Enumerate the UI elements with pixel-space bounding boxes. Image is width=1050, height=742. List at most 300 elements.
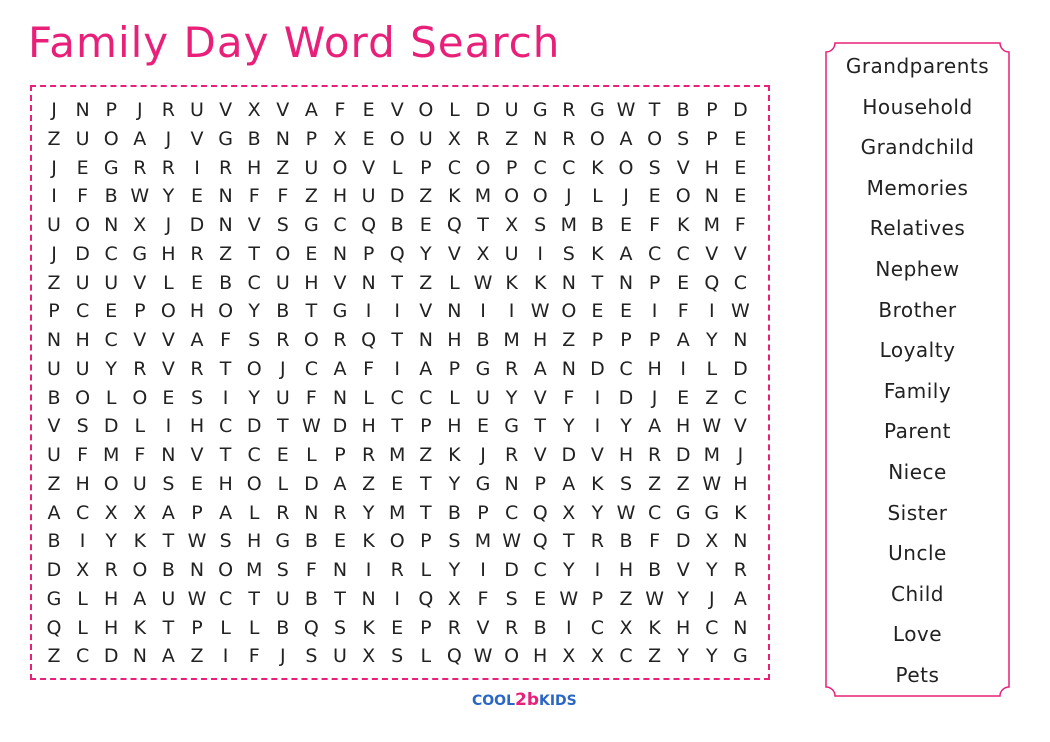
grid-letter: D xyxy=(46,559,62,581)
grid-letter: T xyxy=(648,99,661,121)
grid-letter: I xyxy=(508,300,515,323)
grid-letter: J xyxy=(708,587,715,610)
grid-letter: Z xyxy=(304,185,318,208)
grid-letter: X xyxy=(562,501,576,524)
grid-letter: C xyxy=(247,444,261,466)
grid-letter: J xyxy=(737,444,744,466)
grid-letter: U xyxy=(361,185,376,208)
grid-letter: X xyxy=(447,127,461,150)
grid-letter: G xyxy=(704,501,720,524)
grid-letter: Z xyxy=(676,472,690,495)
grid-letter: R xyxy=(590,530,604,553)
grid-letter: L xyxy=(449,99,460,121)
grid-letter: Z xyxy=(47,127,61,150)
grid-letter: E xyxy=(619,300,632,323)
grid-letter: X xyxy=(362,645,376,668)
grid-letter: N xyxy=(275,127,290,150)
grid-letter: T xyxy=(591,271,604,294)
grid-letter: M xyxy=(703,214,720,236)
grid-letter: B xyxy=(276,616,290,639)
grid-letter: R xyxy=(190,357,204,380)
grid-letter: K xyxy=(591,472,604,495)
grid-letter: U xyxy=(418,127,433,150)
grid-letter: H xyxy=(304,271,319,294)
grid-letter: P xyxy=(48,300,60,323)
grid-letter: I xyxy=(222,645,229,668)
grid-letter: Z xyxy=(648,472,662,495)
grid-letter: T xyxy=(391,415,403,438)
grid-letter: E xyxy=(391,616,404,639)
grid-letter: E xyxy=(734,156,747,179)
grid-letter: T xyxy=(419,501,432,524)
grid-letter: S xyxy=(76,415,89,438)
grid-letter: Y xyxy=(562,559,575,581)
grid-letter: P xyxy=(105,99,117,121)
grid-letter: N xyxy=(132,645,147,668)
grid-letter: K xyxy=(591,156,604,179)
grid-letter: Y xyxy=(591,501,604,524)
grid-letter: Y xyxy=(562,415,575,438)
grid-letter: C xyxy=(104,329,118,351)
grid-letter: U xyxy=(132,472,147,495)
grid-letter: N xyxy=(447,300,462,323)
grid-letter: B xyxy=(390,214,404,236)
grid-letter: L xyxy=(163,271,174,294)
grid-letter: E xyxy=(305,242,318,265)
word-list-item: Brother xyxy=(878,297,957,322)
grid-letter: O xyxy=(675,185,691,208)
grid-letter: K xyxy=(448,444,461,466)
grid-letter: R xyxy=(133,357,147,380)
grid-letter: V xyxy=(705,242,719,265)
grid-letter: C xyxy=(504,501,519,524)
grid-letter: Y xyxy=(448,472,461,495)
grid-letter: O xyxy=(504,645,520,668)
word-list-item: Memories xyxy=(866,175,969,200)
grid-letter: O xyxy=(275,242,291,265)
grid-letter: Y xyxy=(248,386,260,409)
grid-letter: V xyxy=(733,242,747,265)
grid-letter: R xyxy=(504,444,519,466)
grid-letter: X xyxy=(133,501,147,524)
grid-letter: I xyxy=(565,616,572,639)
grid-letter: Z xyxy=(419,271,433,294)
grid-letter: A xyxy=(562,472,576,495)
grid-letter: K xyxy=(133,616,147,639)
grid-letter: O xyxy=(218,300,234,323)
grid-letter: D xyxy=(75,242,90,265)
grid-letter: L xyxy=(449,386,460,409)
grid-letter: C xyxy=(218,415,233,438)
grid-letter: X xyxy=(476,242,490,265)
grid-letter: H xyxy=(104,587,119,610)
grid-letter: R xyxy=(504,616,519,639)
grid-letter: Y xyxy=(162,185,175,208)
grid-letter: N xyxy=(733,616,748,639)
grid-letter: F xyxy=(220,329,232,351)
grid-letter: R xyxy=(562,127,576,150)
grid-letter: O xyxy=(389,530,405,553)
grid-letter: J xyxy=(279,645,286,668)
grid-letter: H xyxy=(75,329,90,351)
grid-letter: L xyxy=(134,415,146,438)
grid-letter: L xyxy=(420,559,432,581)
grid-letter: R xyxy=(647,444,662,466)
grid-letter: V xyxy=(161,329,175,351)
grid-letter: P xyxy=(420,616,432,639)
grid-letter: P xyxy=(620,329,632,351)
grid-letter: Y xyxy=(705,645,718,668)
grid-letter: B xyxy=(304,587,318,610)
grid-letter: O xyxy=(332,156,348,179)
grid-letter: K xyxy=(676,214,690,236)
grid-letter: S xyxy=(448,530,461,553)
grid-letter: H xyxy=(218,472,233,495)
grid-letter: F xyxy=(563,386,575,409)
grid-letter: C xyxy=(533,156,547,179)
grid-letter: C xyxy=(676,242,690,265)
grid-letter: D xyxy=(590,357,605,380)
grid-letter: A xyxy=(676,329,690,351)
grid-letter: E xyxy=(76,156,89,179)
grid-letter: O xyxy=(160,300,176,323)
grid-letter: R xyxy=(333,501,347,524)
grid-letter: D xyxy=(103,415,119,438)
grid-letter: T xyxy=(162,616,175,639)
grid-letter: W xyxy=(559,587,579,610)
grid-letter: V xyxy=(676,156,690,179)
grid-letter: O xyxy=(389,127,405,150)
grid-letter: I xyxy=(222,386,229,409)
grid-letter: B xyxy=(47,530,61,553)
grid-letter: I xyxy=(594,559,601,581)
grid-letter: O xyxy=(561,300,577,323)
grid-letter: I xyxy=(594,415,601,438)
grid-letter: N xyxy=(218,185,233,208)
grid-letter: V xyxy=(590,444,604,466)
grid-letter: C xyxy=(75,300,90,323)
grid-letter: O xyxy=(532,185,548,208)
logo-part-3: KIDS xyxy=(539,693,577,709)
grid-letter: C xyxy=(447,156,462,179)
grid-letter: S xyxy=(505,587,518,610)
grid-letter: L xyxy=(449,271,460,294)
grid-letter: Y xyxy=(505,386,518,409)
grid-letter: T xyxy=(534,415,546,438)
grid-letter: V xyxy=(390,99,404,121)
grid-letter: F xyxy=(305,559,317,581)
grid-letter: G xyxy=(275,530,291,553)
grid-letter: K xyxy=(133,530,147,553)
grid-letter: Z xyxy=(619,587,633,610)
grid-letter: X xyxy=(619,616,633,639)
grid-letter: Z xyxy=(362,472,376,495)
grid-letter: Y xyxy=(105,530,117,553)
grid-letter: S xyxy=(219,530,232,553)
grid-letter: K xyxy=(505,271,518,294)
grid-letter: F xyxy=(305,386,317,409)
grid-letter: P xyxy=(477,501,489,524)
grid-letter: A xyxy=(733,587,747,610)
grid-letter: B xyxy=(247,127,261,150)
grid-letter: J xyxy=(136,99,143,121)
grid-letter: O xyxy=(132,559,148,581)
grid-letter: V xyxy=(333,271,347,294)
grid-letter: M xyxy=(388,501,406,524)
grid-letter: H xyxy=(704,156,719,179)
grid-letter: U xyxy=(275,386,290,409)
grid-letter: A xyxy=(161,501,175,524)
grid-letter: L xyxy=(592,185,603,208)
grid-letter: Y xyxy=(705,559,718,581)
grid-letter: H xyxy=(104,616,119,639)
grid-letter: T xyxy=(248,242,260,265)
word-list-panel xyxy=(825,42,1010,697)
grid-letter: I xyxy=(51,185,57,208)
grid-letter: T xyxy=(562,530,575,553)
grid-letter: W xyxy=(187,530,207,553)
grid-letter: D xyxy=(475,99,491,121)
grid-letter: E xyxy=(190,271,203,294)
grid-letter: L xyxy=(306,444,317,466)
grid-letter: C xyxy=(75,645,90,668)
grid-letter: T xyxy=(219,357,232,380)
grid-letter: N xyxy=(504,472,519,495)
grid-letter: N xyxy=(704,185,719,208)
grid-letter: I xyxy=(365,559,372,581)
grid-letter: O xyxy=(618,156,634,179)
grid-letter: D xyxy=(332,415,348,438)
grid-letter: W xyxy=(730,300,750,323)
grid-letter: P xyxy=(706,99,718,121)
grid-letter: N xyxy=(161,444,176,466)
grid-letter: R xyxy=(276,501,290,524)
grid-letter: J xyxy=(165,127,172,150)
grid-letter: R xyxy=(161,156,175,179)
grid-letter: Y xyxy=(677,645,689,668)
grid-letter: V xyxy=(190,127,204,150)
grid-letter: M xyxy=(503,329,520,351)
grid-letter: W xyxy=(702,472,722,495)
grid-letter: N xyxy=(218,214,233,236)
grid-letter: F xyxy=(134,444,146,466)
grid-letter: O xyxy=(103,127,119,150)
grid-letter: S xyxy=(333,616,347,639)
grid-letter: W xyxy=(130,185,150,208)
grid-letter: O xyxy=(475,156,491,179)
word-list-item: Child xyxy=(891,581,944,606)
grid-letter: M xyxy=(474,185,492,208)
grid-letter: T xyxy=(391,271,403,294)
grid-letter: O xyxy=(246,357,262,380)
grid-letter: G xyxy=(504,415,519,438)
grid-letter: H xyxy=(189,300,205,323)
grid-letter: Y xyxy=(105,357,117,380)
grid-letter: C xyxy=(218,587,233,610)
grid-letter: J xyxy=(165,214,172,236)
grid-letter: Q xyxy=(446,214,462,236)
grid-letter: Q xyxy=(446,645,462,668)
grid-letter: R xyxy=(390,559,404,581)
grid-letter: H xyxy=(161,242,176,265)
grid-letter: C xyxy=(390,386,404,409)
grid-letter: F xyxy=(363,357,375,380)
grid-letter: U xyxy=(47,214,61,236)
grid-letter: H xyxy=(247,156,262,179)
grid-letter: R xyxy=(133,156,147,179)
grid-letter: C xyxy=(647,501,662,524)
grid-letter: X xyxy=(104,501,118,524)
grid-letter: A xyxy=(47,501,61,524)
grid-letter: V xyxy=(533,386,547,409)
grid-letter: I xyxy=(394,300,400,323)
grid-letter: E xyxy=(162,386,175,409)
grid-letter: H xyxy=(533,645,548,668)
grid-letter: E xyxy=(362,99,375,121)
grid-letter: Q xyxy=(532,530,548,553)
grid-letter: V xyxy=(447,242,461,265)
grid-letter: J xyxy=(651,386,658,409)
grid-letter: D xyxy=(189,214,205,236)
grid-letter: D xyxy=(304,472,319,495)
word-list-item: Grandparents xyxy=(845,54,990,78)
grid-letter: U xyxy=(504,99,519,121)
grid-letter: B xyxy=(104,185,118,208)
grid-letter: V xyxy=(161,357,175,380)
grid-letter: Z xyxy=(505,127,519,150)
grid-letter: G xyxy=(532,99,548,121)
grid-letter: N xyxy=(418,329,433,351)
grid-letter: E xyxy=(333,530,346,553)
grid-letter: E xyxy=(391,472,404,495)
grid-letter: F xyxy=(649,530,661,553)
grid-letter: H xyxy=(733,472,748,495)
grid-letter: N xyxy=(733,329,748,351)
grid-letter: V xyxy=(733,415,747,438)
grid-letter: A xyxy=(133,127,147,150)
grid-letter: L xyxy=(420,645,432,668)
grid-letter: B xyxy=(276,300,290,323)
grid-letter: F xyxy=(334,99,346,121)
grid-letter: R xyxy=(190,242,204,265)
grid-letter: W xyxy=(645,587,664,610)
grid-letter: J xyxy=(565,185,572,208)
grid-letter: V xyxy=(247,214,261,236)
grid-letter: F xyxy=(677,300,689,323)
grid-letter: X xyxy=(705,530,719,553)
grid-letter: Z xyxy=(219,242,233,265)
grid-letter: I xyxy=(394,357,400,380)
grid-letter: R xyxy=(218,156,233,179)
grid-letter: W xyxy=(473,645,493,668)
grid-letter: E xyxy=(190,472,203,495)
grid-letter: P xyxy=(334,444,346,466)
grid-letter: F xyxy=(248,645,260,668)
grid-letter: S xyxy=(391,645,404,668)
grid-letter: C xyxy=(247,271,261,294)
grid-letter: B xyxy=(619,530,633,553)
grid-letter: D xyxy=(103,645,119,668)
grid-letter: X xyxy=(505,214,519,236)
grid-letter: N xyxy=(618,271,634,294)
grid-letter: I xyxy=(365,300,372,323)
grid-letter: P xyxy=(420,415,432,438)
grid-letter: P xyxy=(191,501,203,524)
grid-letter: O xyxy=(75,386,91,409)
grid-letter: F xyxy=(277,185,289,208)
grid-letter: I xyxy=(165,415,172,438)
grid-letter: H xyxy=(189,415,205,438)
grid-letter: H xyxy=(676,415,691,438)
grid-letter: I xyxy=(194,156,200,179)
grid-letter: I xyxy=(394,587,400,610)
grid-letter: U xyxy=(75,127,90,150)
grid-letter: D xyxy=(246,415,262,438)
grid-letter: V xyxy=(219,99,233,121)
grid-letter: I xyxy=(680,357,686,380)
grid-letter: R xyxy=(276,329,290,351)
grid-letter: J xyxy=(51,156,57,179)
grid-letter: P xyxy=(648,329,661,351)
grid-letter: K xyxy=(591,242,604,265)
grid-letter: T xyxy=(391,329,403,351)
grid-letter: N xyxy=(361,271,376,294)
grid-letter: E xyxy=(591,300,604,323)
grid-letter: C xyxy=(733,386,748,409)
grid-letter: N xyxy=(332,559,348,581)
grid-letter: G xyxy=(590,99,605,121)
grid-letter: I xyxy=(480,559,486,581)
grid-letter: R xyxy=(504,357,519,380)
grid-letter: R xyxy=(447,616,461,639)
grid-letter: R xyxy=(562,99,576,121)
grid-letter: V xyxy=(533,444,547,466)
grid-letter: H xyxy=(447,329,462,351)
grid-letter: Q xyxy=(532,501,548,524)
grid-letter: E xyxy=(677,271,690,294)
grid-letter: B xyxy=(533,616,547,639)
word-list-item: Family xyxy=(883,378,952,403)
grid-letter: C xyxy=(705,616,719,639)
word-list-item: Household xyxy=(862,94,973,119)
grid-letter: P xyxy=(305,127,318,150)
word-list-item: Loyalty xyxy=(879,338,956,363)
grid-letter: S xyxy=(619,472,633,495)
grid-letter: Z xyxy=(419,185,433,208)
word-list-item: Uncle xyxy=(888,541,947,566)
grid-letter: H xyxy=(647,357,662,380)
grid-letter: O xyxy=(103,472,119,495)
grid-letter: U xyxy=(304,156,319,179)
grid-letter: F xyxy=(477,587,489,610)
grid-letter: E xyxy=(677,386,690,409)
grid-letter: D xyxy=(675,530,691,553)
grid-letter: U xyxy=(476,386,490,409)
grid-letter: X xyxy=(590,645,604,668)
grid-letter: P xyxy=(420,530,432,553)
grid-letter: N xyxy=(189,559,205,581)
grid-letter: H xyxy=(447,415,462,438)
grid-letter: A xyxy=(133,587,147,610)
grid-letter: N xyxy=(561,271,576,294)
grid-letter: P xyxy=(591,587,604,610)
grid-letter: F xyxy=(649,214,661,236)
grid-letter: L xyxy=(105,386,117,409)
word-list-item: Love xyxy=(892,622,943,647)
grid-letter: F xyxy=(734,214,746,236)
page-title: Family Day Word Search xyxy=(28,18,561,67)
grid-letter: L xyxy=(391,156,403,179)
